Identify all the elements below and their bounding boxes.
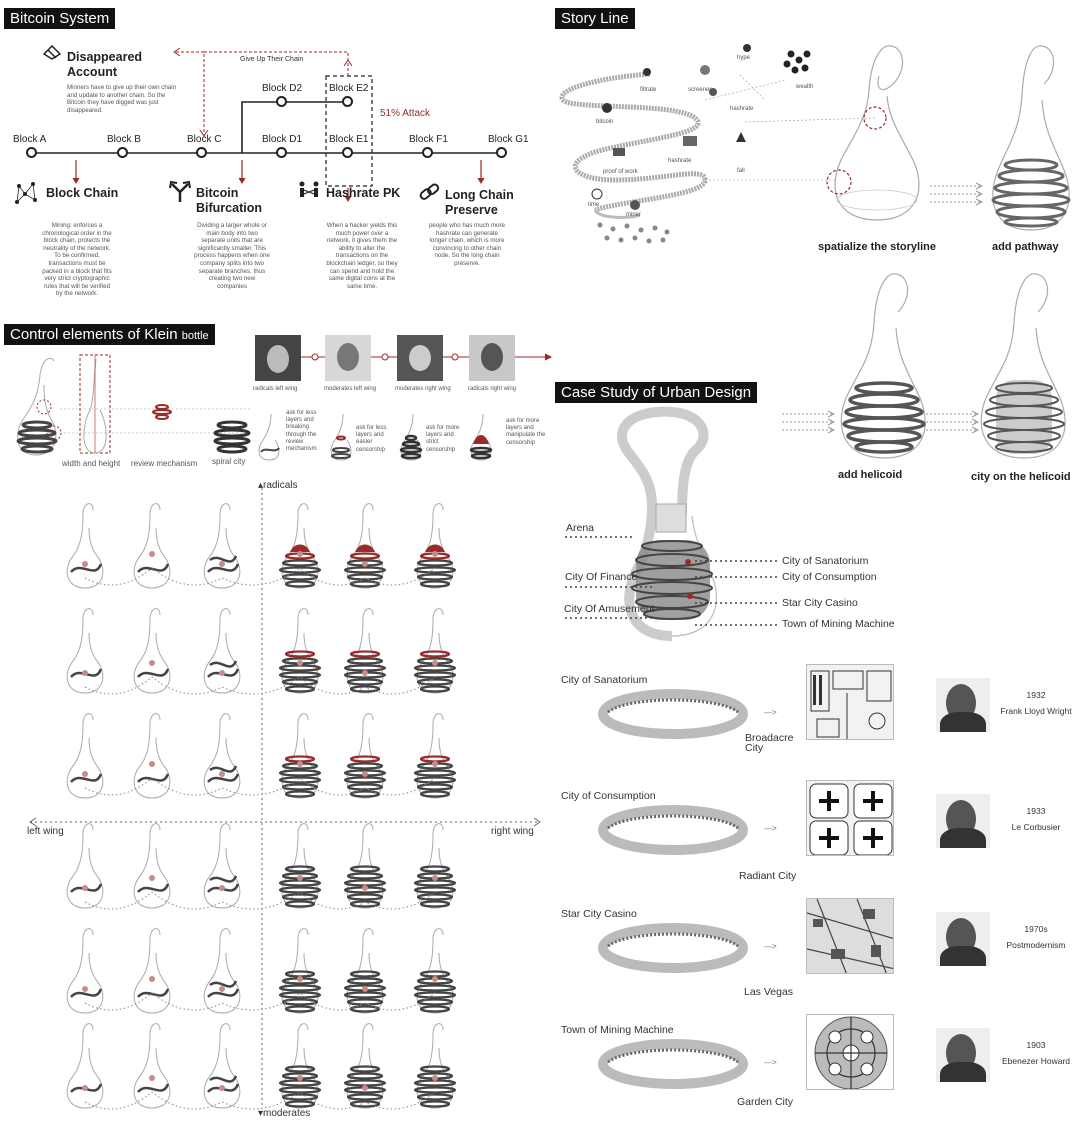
matrix-bottle: [345, 609, 385, 693]
chain-node-c: [196, 147, 207, 158]
story-label-hype: hype: [737, 55, 751, 61]
matrix-bottle: [134, 504, 170, 588]
klein-bottle-spatialize: [827, 40, 937, 240]
callout-arena: Arena: [566, 522, 595, 534]
chain-node-f1: [422, 147, 433, 158]
card-title-block-chain: Block Chain: [46, 186, 119, 200]
chain-node-e1: [342, 147, 353, 158]
section-title-control-elements: [4, 324, 215, 345]
matrix-bottle: [280, 824, 320, 908]
matrix-bottle: [415, 1024, 455, 1108]
case-row-arrow: --->: [764, 824, 777, 833]
case-row-plan-label-1: Broadacre: [745, 732, 794, 744]
axis-label-right: right wing: [491, 826, 534, 837]
block-label-c: Block C: [187, 134, 222, 145]
case-row-name: City of Sanatorium: [561, 674, 648, 686]
chain-node-g1: [496, 147, 507, 158]
matrix-bottle: [134, 929, 170, 1013]
story-add-pathway-label: add pathway: [992, 241, 1059, 253]
case-row-arrow: --->: [764, 708, 777, 717]
axis-bottom-text: moderates: [263, 1108, 311, 1119]
block-label-a: Block A: [13, 134, 47, 145]
story-label-miner: miner: [626, 212, 642, 218]
arrows-helicoid-left: [782, 408, 842, 438]
block-label-e1: Block E1: [329, 134, 369, 145]
card-title-bifurcation-1: Bitcoin: [196, 186, 239, 200]
block-label-f1: Block F1: [409, 134, 448, 145]
case-row-year: 1903: [1026, 1040, 1046, 1050]
storyline-spiral: [555, 40, 815, 240]
arrows-pathway: [930, 180, 990, 210]
story-label-screener: screener: [688, 87, 712, 93]
case-row-plan-label: Radiant City: [739, 870, 797, 882]
story-label-filtrate: filtrate: [640, 87, 657, 93]
block-label-g1: Block G1: [488, 134, 529, 145]
klein-bottle-city: [974, 268, 1074, 468]
card-title-long-chain-1: Long Chain: [445, 188, 514, 202]
control-width-height-label: width and height: [62, 459, 121, 468]
portrait-radicals-right: [469, 335, 515, 381]
matrix-bottle: [204, 929, 240, 1013]
case-row-plan-image: [806, 898, 894, 974]
matrix-bottle: [134, 824, 170, 908]
matrix-bottle: [67, 929, 103, 1013]
case-row-architect: Frank Lloyd Wright: [1000, 706, 1072, 716]
story-spatialize-label: spatialize the storyline: [818, 241, 936, 253]
portrait-moderates-right: [397, 335, 443, 381]
axis-label-left: left wing: [27, 826, 64, 837]
story-label-hashrate: hashrate: [668, 158, 692, 164]
case-row-arrow: --->: [764, 942, 777, 951]
chain-icon: [418, 182, 442, 208]
case-row-name: Star City Casino: [561, 908, 637, 920]
matrix-bottle: [204, 609, 240, 693]
case-row-plan-label-2: City: [745, 742, 764, 754]
matrix-bottle: [134, 609, 170, 693]
section-title-story-line: Story Line: [555, 8, 635, 29]
block-label-e2: Block E2: [329, 83, 369, 94]
callout-city-amusement: City Of Amusement: [564, 603, 655, 615]
callout-sanatorium: City of Sanatorium: [782, 555, 869, 567]
bottle-matrix: [0, 478, 540, 1118]
matrix-bottle: [415, 824, 455, 908]
story-label-proof-of-work: proof of work: [603, 169, 638, 175]
ring-city-model: [598, 798, 748, 858]
axis-label-top: ▴radicals: [258, 480, 298, 491]
case-row-architect: Postmodernism: [1006, 940, 1066, 950]
matrix-bottle: [280, 504, 320, 588]
matrix-bottle: [67, 609, 103, 693]
portrait-label-moderates-left: moderates left wing: [324, 386, 377, 392]
block-label-d2: Block D2: [262, 83, 303, 94]
control-note-1: ask for less layers and breaking through the review mechanism: [286, 410, 317, 453]
story-city-helicoid-label: city on the helicoid: [971, 471, 1071, 483]
control-elements-diagram: [10, 355, 260, 465]
case-row-plan-image: [806, 1014, 894, 1090]
ring-city-model: [598, 1032, 748, 1092]
section-title-control-main: Control elements of Klein: [10, 326, 178, 343]
case-row-plan-image: [806, 664, 894, 740]
story-add-helicoid-label: add helicoid: [838, 469, 903, 481]
matrix-bottle: [280, 714, 320, 798]
portrait-moderates-left: [325, 335, 371, 381]
case-row-architect-portrait: [936, 794, 990, 848]
story-label-wealth: wealth: [796, 84, 814, 90]
story-label-fall: fall: [737, 168, 745, 174]
control-note-2: ask for less layers and easier censorship: [356, 425, 387, 453]
disappeared-title-2: Account: [67, 65, 117, 79]
card-title-hashrate-pk: Hashrate PK: [326, 186, 401, 200]
matrix-bottle: [67, 824, 103, 908]
callout-mining: Town of Mining Machine: [782, 618, 895, 630]
fork-icon: [168, 180, 192, 206]
ring-city-model: [598, 916, 748, 976]
matrix-bottle: [345, 714, 385, 798]
case-row-architect-portrait: [936, 912, 990, 966]
card-title-bifurcation-2: Bifurcation: [196, 201, 262, 215]
portrait-radicals-left: [255, 335, 301, 381]
block-label-d1: Block D1: [262, 134, 303, 145]
ring-city-model: [598, 682, 748, 742]
portrait-label-moderates-right: moderates right wing: [395, 386, 451, 392]
attack-label: 51% Attack: [380, 108, 431, 119]
portrait-label-radicals-left: radicals left wing: [253, 386, 298, 392]
chain-node-d2: [276, 96, 287, 107]
disappeared-title-1: Disappeared: [67, 50, 143, 64]
matrix-bottle: [345, 1024, 385, 1108]
matrix-bottle: [345, 504, 385, 588]
story-label-hashrate-top: hashrate: [730, 106, 754, 112]
matrix-bottle: [67, 714, 103, 798]
matrix-bottle: [415, 609, 455, 693]
case-row-name: Town of Mining Machine: [561, 1024, 674, 1036]
matrix-bottle: [204, 824, 240, 908]
block-label-b: Block B: [107, 134, 141, 145]
callout-casino: Star City Casino: [782, 597, 858, 609]
eraser-icon: [42, 44, 62, 64]
klein-bottle-pathway: [986, 40, 1076, 240]
chain-node-d1: [276, 147, 287, 158]
portrait-label-radicals-right: radicals right wing: [468, 386, 517, 392]
matrix-bottle: [280, 1024, 320, 1108]
axis-label-bottom: ▾moderates: [258, 1108, 311, 1119]
control-note-4: ask for more layers and manipulate the censorship: [506, 418, 546, 446]
case-row-year: 1933: [1026, 806, 1046, 816]
axis-top-text: radicals: [263, 480, 298, 491]
card-text-bifurcation: Dividing a larger whole or main body into two separate units that are significantly smaller. This process happens when one company splits into two separate branches, thus creating two new companies: [194, 222, 270, 290]
case-row-architect-portrait: [936, 678, 990, 732]
case-row-architect: Le Corbusier: [1011, 822, 1061, 832]
case-row-year: 1932: [1026, 690, 1046, 700]
case-row-arrow: --->: [764, 1058, 777, 1067]
card-text-hashrate-pk: When a hacker yields this much power over a network, it gives them the ability to alter the transactions on the blockchain ledger, so they can spend and hold the same digital coins at the same time.: [326, 222, 398, 290]
matrix-bottle: [415, 504, 455, 588]
matrix-bottle: [67, 504, 103, 588]
give-up-label: Give Up Their Chain: [240, 56, 304, 63]
matrix-bottle: [415, 929, 455, 1013]
case-row-plan-image: [806, 780, 894, 856]
matrix-bottle: [204, 714, 240, 798]
chain-node-e2: [342, 96, 353, 107]
story-label-bitcoin: bitcoin: [596, 119, 614, 125]
case-row-name: City of Consumption: [561, 790, 656, 802]
matrix-bottle: [280, 609, 320, 693]
story-label-time: time: [588, 202, 600, 208]
disappeared-text: Minners have to give up their own chain and update to another chain. So the Bitcoin they have digged was just disappeared.: [67, 84, 177, 114]
matrix-bottle: [204, 1024, 240, 1108]
matrix-bottle: [134, 1024, 170, 1108]
matrix-bottle: [67, 1024, 103, 1108]
callout-city-finance: City Of Finance: [565, 571, 638, 583]
section-title-bitcoin-system: Bitcoin System: [4, 8, 115, 29]
case-row-architect-portrait: [936, 1028, 990, 1082]
matrix-bottle: [345, 929, 385, 1013]
matrix-bottle: [280, 929, 320, 1013]
matrix-bottle: [134, 714, 170, 798]
card-title-long-chain-2: Preserve: [445, 203, 498, 217]
section-title-case-study: Case Study of Urban Design: [555, 382, 757, 403]
matrix-bottle: [204, 504, 240, 588]
case-row-architect: Ebenezer Howard: [1001, 1056, 1071, 1066]
section-title-control-small: bottle: [181, 330, 209, 342]
case-row-plan-label: Garden City: [737, 1096, 794, 1108]
matrix-bottle: [345, 824, 385, 908]
control-note-3: ask for more layers and strict censorship: [426, 425, 460, 453]
callout-consumption: City of Consumption: [782, 571, 877, 583]
klein-bottle-helicoid: [834, 268, 934, 468]
chain-node-a: [26, 147, 37, 158]
chain-node-b: [117, 147, 128, 158]
card-text-long-chain: people who has much more hashrate can generate longer chain, which is more convincing to other chain node. So the long chain preserve.: [428, 222, 505, 267]
case-row-year: 1970s: [1024, 924, 1048, 934]
matrix-bottle: [415, 714, 455, 798]
duel-icon: [296, 180, 322, 206]
card-text-block-chain: Mining: enforces a chronological order in the block chain, protects the neutrality of the network. To be confirmed, transactions must be packed in a block that fits very strict cryptographic rules that will be verified by the network.: [42, 222, 112, 298]
network-icon: [13, 180, 41, 210]
case-row-plan-label: Las Vegas: [744, 986, 794, 998]
control-review-label: review mechanism: [131, 459, 198, 468]
control-spiral-label: spiral city: [212, 457, 246, 466]
